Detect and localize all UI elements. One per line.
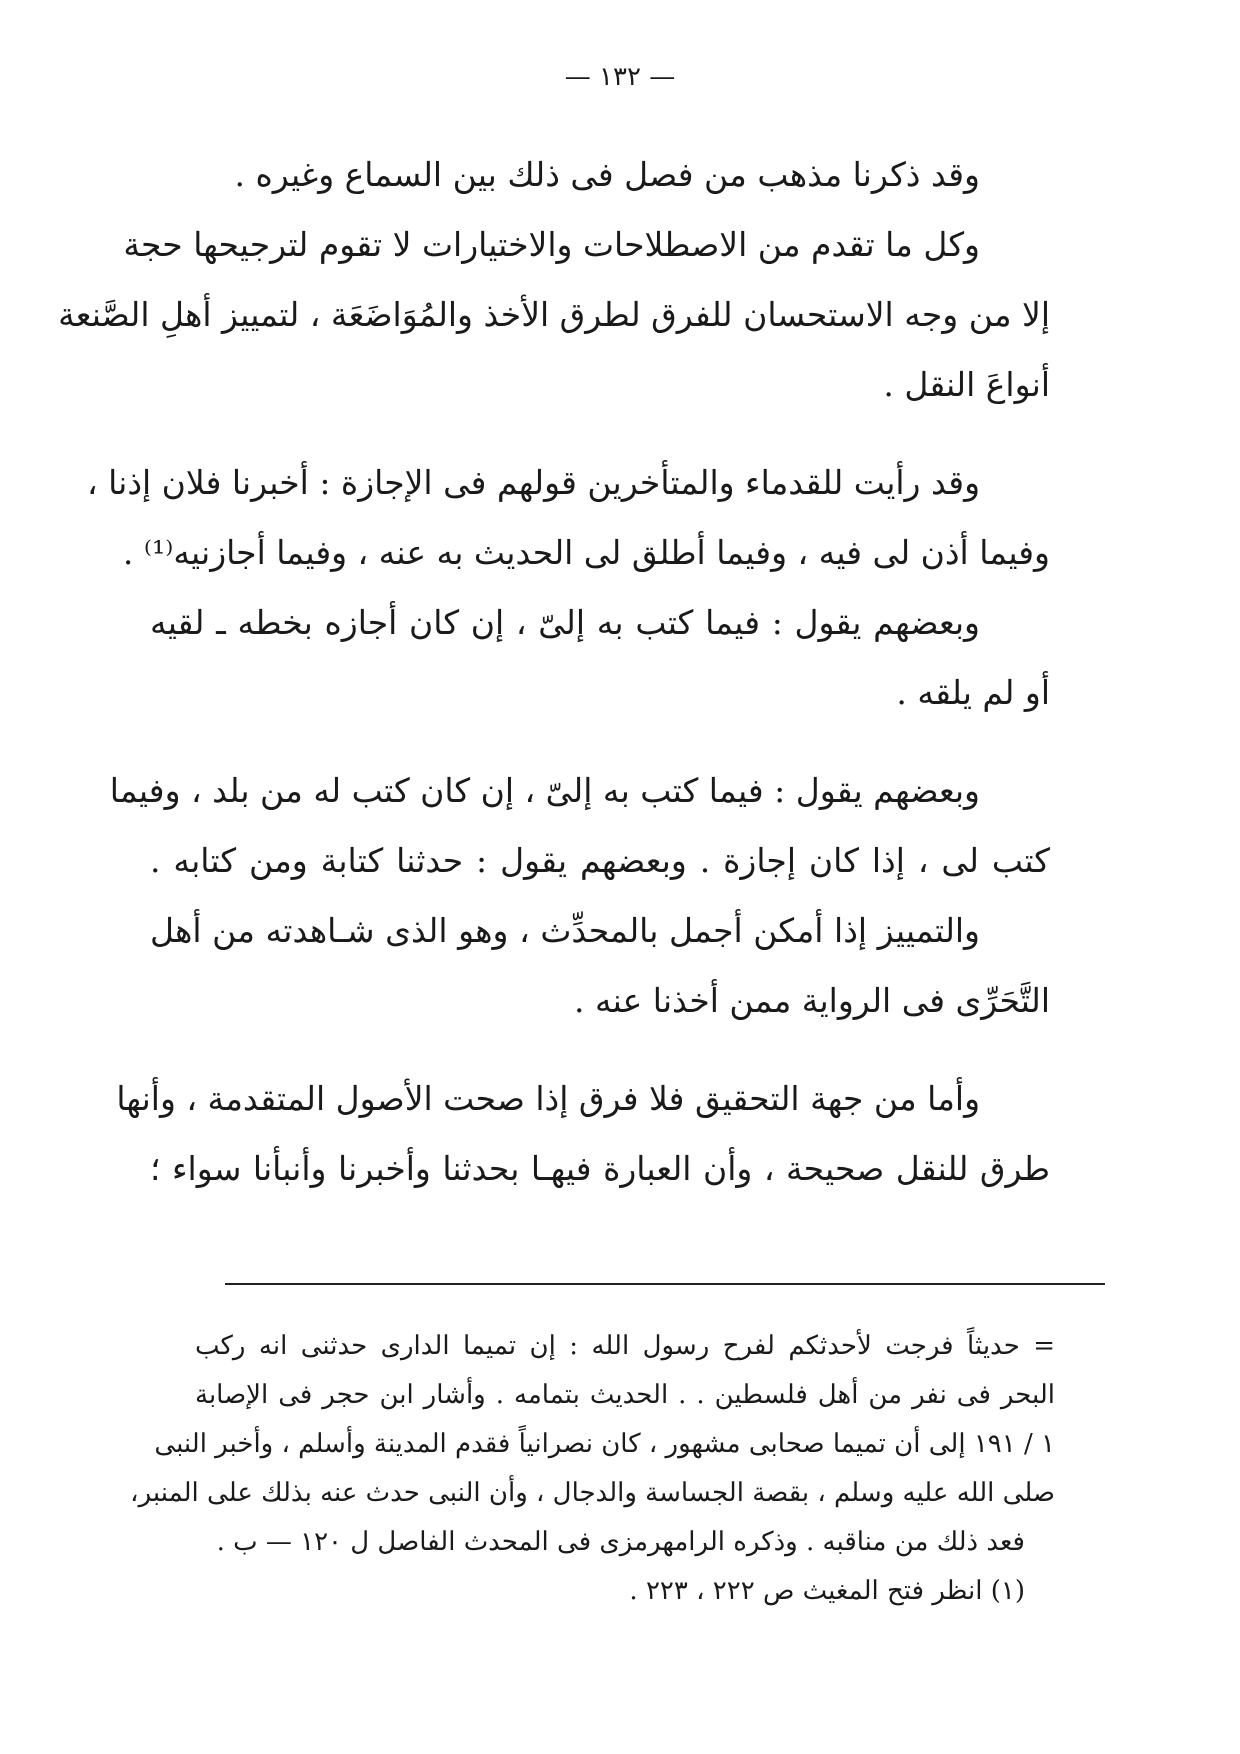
text-line: والتمييز إذا أمكن أجمل بالمحدِّث ، وهو الذى شـاهدته من أهل — [150, 911, 980, 950]
page-number: — ١٣٢ — — [564, 62, 676, 92]
paragraph — [86, 448, 1050, 728]
text-line: أو لم يلقه . — [896, 673, 1050, 712]
footnote-line: صلى الله عليه وسلم ، بقصة الجساسة والدجال ، وأن النبى حدث عنه بذلك على المنبر، — [130, 1478, 1055, 1508]
text-line: إلا من وجه الاستحسان للفرق لطرق الأخذ والمُوَاضَعَة ، لتمييز أهلِ الصَّنعة — [58, 295, 1050, 334]
paragraph — [109, 756, 1050, 1036]
footnote-line: فعد ذلك من مناقبه . وذكره الرامهرمزى فى المحدث الفاصل ل ١٢٠ — ب . — [216, 1527, 1025, 1557]
text-line: طرق للنقل صحيحة ، وأن العبارة فيهـا بحدثنا وأخبرنا وأنبأنا سواء ؛ — [150, 1149, 1050, 1188]
text-line: وأما من جهة التحقيق فلا فرق إذا صحت الأصول المتقدمة ، وأنها — [116, 1079, 980, 1118]
paragraph — [58, 210, 1050, 420]
text-line: وبعضهم يقول : فيما كتب به إلىّ ، إن كان أجازه بخطه ـ لقيه — [150, 603, 980, 642]
footnote-line: ١ / ١٩١ إلى أن تميما صحابى مشهور ، كان نصرانياً فقدم المدينة وأسلم ، وأخبر النبى — [154, 1429, 1055, 1459]
text-line: وكل ما تقدم من الاصطلاحات والاختيارات لا تقوم لترجيحها حجة — [123, 225, 980, 264]
footnote-line: (١) انظر فتح المغيث ص ٢٢٢ ، ٢٢٣ . — [629, 1576, 1025, 1606]
text-line: أنواعَ النقل . — [883, 365, 1050, 404]
paragraph — [150, 140, 1050, 210]
text-line: كتب لى ، إذا كان إجازة . وبعضهم يقول : حدثنا كتابة ومن كتابه . — [150, 841, 1050, 880]
text-line: التَّحَرِّى فى الرواية ممن أخذنا عنه . — [574, 981, 1050, 1020]
footnote-line: = حديثاً فرجت لأحدثكم لفرح رسول الله : إن تميما الدارى حدثنى انه ركب — [195, 1331, 1055, 1361]
footnote-line: البحر فى نفر من أهل فلسطين . . الحديث بتمامه . وأشار ابن حجر فى الإصابة — [195, 1380, 1055, 1410]
paragraph-gap — [150, 728, 1050, 756]
text-line: وقد ذكرنا مذهب من فصل فى ذلك بين السماع وغيره . — [234, 155, 980, 194]
footnotes — [130, 1322, 1055, 1616]
main-text — [58, 140, 1050, 1204]
text-line: وفيما أذن لى فيه ، وفيما أطلق لى الحديث به عنه ، وفيما أجازنيه⁽¹⁾ . — [122, 533, 1050, 572]
paragraph-gap — [150, 420, 1050, 448]
paragraph-gap — [150, 1036, 1050, 1064]
text-line: وقد رأيت للقدماء والمتأخرين قولهم فى الإجازة : أخبرنا فلان إذنا ، — [86, 463, 980, 502]
paragraph — [116, 1064, 1050, 1204]
footnote-separator — [225, 1283, 1105, 1285]
text-line: وبعضهم يقول : فيما كتب به إلىّ ، إن كان كتب له من بلد ، وفيما — [109, 771, 980, 810]
